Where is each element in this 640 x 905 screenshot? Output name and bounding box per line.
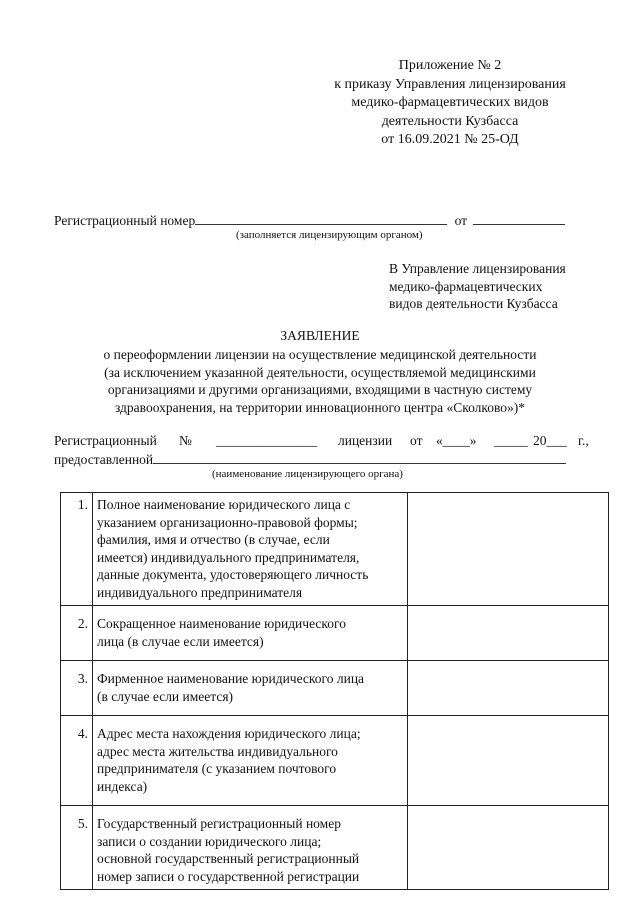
subtitle-line: организациями и другими организациями, входящими в частную систему (107, 382, 533, 397)
addressee-line: В Управление лицензирования (389, 261, 566, 276)
license-from-word: от (410, 433, 423, 448)
row-value-cell[interactable] (408, 716, 609, 806)
registration-hint: (заполняется лицензирующим органом) (236, 229, 423, 241)
description-line: указанием организационно-правовой формы; (97, 514, 358, 530)
description-line: основной государственный регистрационный (97, 851, 360, 866)
row-value-cell[interactable] (408, 661, 609, 716)
registration-date-label: от (454, 213, 468, 228)
appendix-line: Приложение № 2 (398, 58, 502, 73)
subtitle-line: (за исключением указанной деятельности, осуществляемой медицинскими (104, 364, 536, 380)
license-provided-row (54, 450, 599, 469)
description-line: индивидуального предпринимателя (97, 584, 303, 600)
application-table (60, 492, 609, 890)
description-line: Адрес места нахождения юридического лица; (97, 726, 361, 741)
row-value-cell[interactable] (408, 493, 609, 606)
license-provided-label: предоставленной (54, 452, 154, 467)
row-description (93, 716, 408, 806)
description-line: записи о создании юридического лица; (97, 833, 322, 849)
description-line: (в случае если имеется) (97, 688, 234, 704)
row-number: 2. (61, 606, 93, 661)
registration-date-field[interactable] (473, 211, 565, 225)
description-line: данные документа, удостоверяющего личность (97, 567, 369, 582)
registration-number-field[interactable] (195, 211, 447, 225)
description-line: имеется) индивидуального предпринимателя, (97, 549, 360, 565)
row-number: 3. (61, 661, 93, 716)
description-line: номер записи о государственной регистрации (97, 868, 360, 884)
license-provided-field[interactable] (153, 450, 566, 464)
addressee-line: медико-фармацевтических (389, 278, 543, 294)
subtitle-line: о переоформлении лицензии на осуществление медицинской деятельности (103, 347, 537, 362)
table-row (61, 661, 609, 716)
license-authority-hint: (наименование лицензирующего органа) (212, 468, 403, 480)
addressee-block (389, 260, 609, 313)
license-number-field[interactable]: _______________ (216, 433, 318, 448)
row-description (93, 606, 408, 661)
appendix-line: деятельности Кузбасса (381, 113, 519, 129)
registration-number-row (54, 211, 594, 230)
registration-number-label: Регистрационный номер (54, 213, 196, 228)
license-year-field[interactable]: 20___ (533, 433, 567, 448)
description-line: Фирменное наименование юридического лица (97, 671, 365, 686)
appendix-line: медико-фармацевтических видов (351, 95, 549, 110)
license-word: лицензии (338, 433, 393, 448)
row-description (93, 493, 408, 606)
subtitle-line: здравоохранения, на территории инновационного центра «Сколково»)* (114, 399, 526, 415)
row-value-cell[interactable] (408, 806, 609, 890)
description-line: Полное наименование юридического лица с (97, 497, 351, 512)
appendix-line: от 16.09.2021 № 25-ОД (381, 132, 519, 147)
license-reg-label: Регистрационный (54, 433, 157, 448)
table-row (61, 716, 609, 806)
license-day-field[interactable]: «____» (436, 433, 477, 448)
row-description (93, 661, 408, 716)
description-line: фамилия, имя и отчество (в случае, если (97, 532, 330, 547)
row-number: 1. (61, 493, 93, 606)
row-value-cell[interactable] (408, 606, 609, 661)
license-year-suffix: г., (578, 433, 589, 448)
row-description (93, 806, 408, 890)
table-row (61, 606, 609, 661)
description-line: лица (в случае если имеется) (97, 633, 264, 649)
appendix-header (300, 57, 600, 150)
description-line: индекса) (97, 778, 148, 794)
license-number-sign: № (179, 433, 192, 448)
license-month-field[interactable]: _____ (494, 433, 528, 448)
description-line: адрес места жительства индивидуального (97, 743, 338, 759)
row-number: 5. (61, 806, 93, 890)
appendix-line: к приказу Управления лицензирования (334, 76, 566, 92)
table-row (61, 806, 609, 890)
description-line: предпринимателя (с указанием почтового (97, 761, 337, 776)
description-line: Сокращенное наименование юридического (97, 616, 346, 631)
statement-subtitle (40, 346, 600, 416)
statement-title: ЗАЯВЛЕНИЕ (280, 328, 360, 343)
addressee-line: видов деятельности Кузбасса (389, 296, 558, 311)
license-registration-row (54, 432, 597, 450)
row-number: 4. (61, 716, 93, 806)
table-row (61, 493, 609, 606)
description-line: Государственный регистрационный номер (97, 816, 341, 831)
